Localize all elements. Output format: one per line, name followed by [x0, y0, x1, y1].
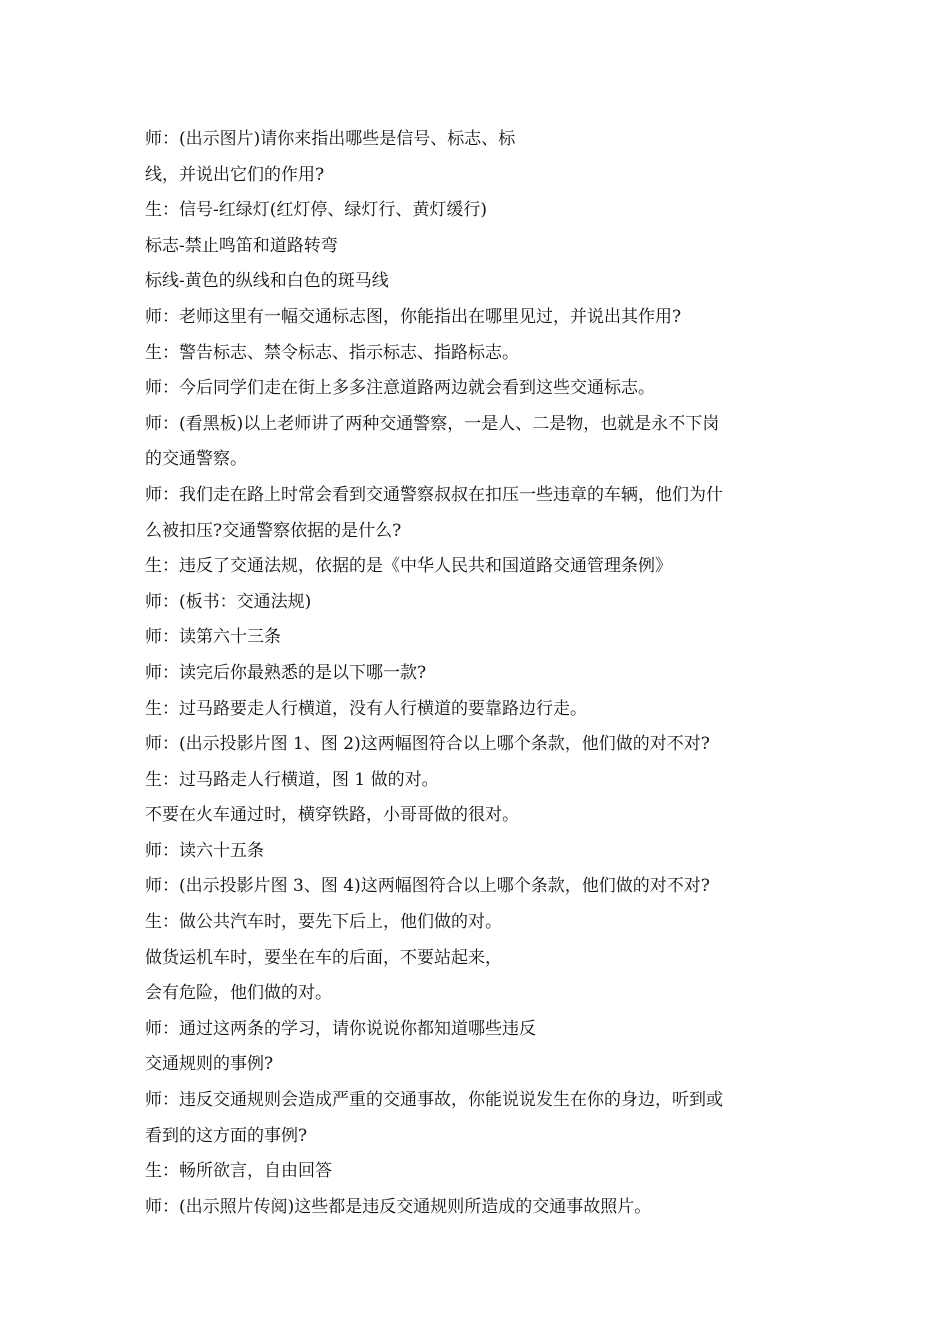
text-line: 的交通警察。	[145, 449, 247, 470]
text-line: 生：警告标志、禁令标志、指示标志、指路标志。	[145, 342, 519, 363]
text-line: 师：(出示照片传阅)这些都是违反交通规则所造成的交通事故照片。	[145, 1196, 652, 1217]
text-line: 生：违反了交通法规，依据的是《中华人民共和国道路交通管理条例》	[145, 556, 672, 577]
text-line: 不要在火车通过时，横穿铁路，小哥哥做的很对。	[145, 805, 519, 826]
text-line: 师：读第六十三条	[145, 627, 281, 648]
text-line: 师：(出示投影片图 1、图 2)这两幅图符合以上哪个条款，他们做的对不对?	[145, 734, 710, 755]
text-line: 师：(看黑板)以上老师讲了两种交通警察，一是人、二是物，也就是永不下岗	[145, 413, 720, 434]
text-line: 生：畅所欲言，自由回答	[145, 1161, 332, 1182]
text-line: 生：过马路要走人行横道，没有人行横道的要靠路边行走。	[145, 698, 587, 719]
text-line: 师：通过这两条的学习，请你说说你都知道哪些违反	[145, 1018, 536, 1039]
text-line: 线，并说出它们的作用?	[145, 164, 325, 185]
text-line: 师：老师这里有一幅交通标志图，你能指出在哪里见过，并说出其作用?	[145, 306, 682, 327]
text-line: 师：(板书：交通法规)	[145, 591, 312, 612]
text-line: 交通规则的事例?	[145, 1054, 274, 1075]
text-line: 做货运机车时，要坐在车的后面，不要站起来，	[145, 947, 502, 968]
text-line: 么被扣压?交通警察依据的是什么?	[145, 520, 402, 541]
text-line: 生：信号-红绿灯(红灯停、绿灯行、黄灯缓行)	[145, 200, 488, 221]
text-line: 看到的这方面的事例?	[145, 1125, 308, 1146]
text-line: 师：今后同学们走在街上多多注意道路两边就会看到这些交通标志。	[145, 378, 655, 399]
text-line: 标线-黄色的纵线和白色的斑马线	[145, 271, 389, 292]
document-body	[145, 122, 810, 1225]
text-line: 师：(出示图片)请你来指出哪些是信号、标志、标	[145, 129, 516, 149]
text-line: 生：过马路走人行横道，图 1 做的对。	[145, 769, 439, 790]
text-line: 生：做公共汽车时，要先下后上，他们做的对。	[145, 912, 502, 933]
text-line: 师：违反交通规则会造成严重的交通事故，你能说说发生在你的身边，听到或	[145, 1090, 723, 1111]
text-line: 师：读六十五条	[145, 840, 264, 861]
text-line: 师：读完后你最熟悉的是以下哪一款?	[145, 662, 427, 683]
text-line: 标志-禁止鸣笛和道路转弯	[145, 235, 338, 256]
text-line: 会有危险，他们做的对。	[145, 983, 332, 1004]
text-line: 师：(出示投影片图 3、图 4)这两幅图符合以上哪个条款，他们做的对不对?	[145, 876, 710, 897]
text-line: 师：我们走在路上时常会看到交通警察叔叔在扣压一些违章的车辆，他们为什	[145, 484, 723, 505]
